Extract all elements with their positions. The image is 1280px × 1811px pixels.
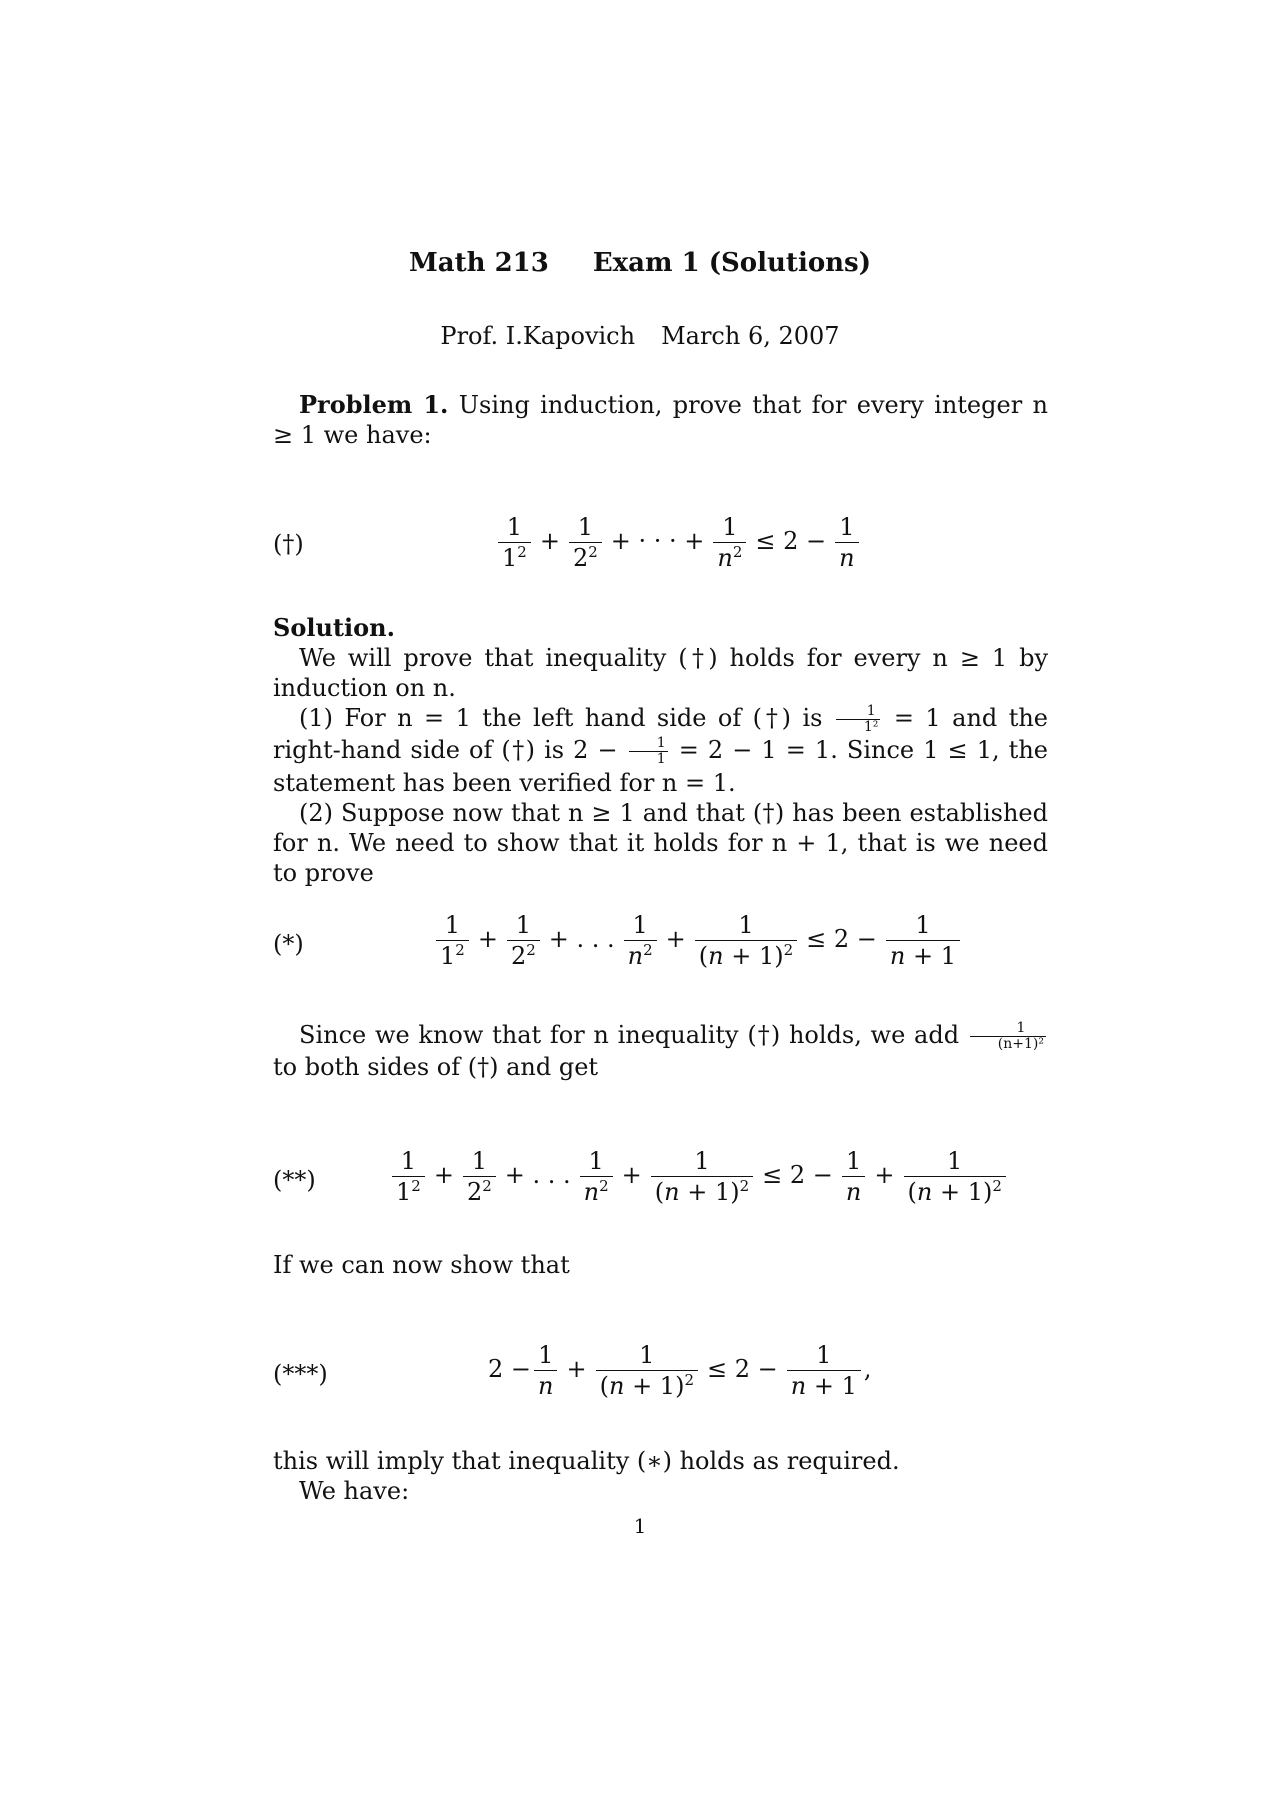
conclusion-paragraph bbox=[273, 1446, 1048, 1506]
exam-name: Exam 1 (Solutions) bbox=[592, 248, 872, 278]
equation-label-star: (*) bbox=[273, 930, 304, 958]
equation-triple-star: 2 − $\frac{1}{n}$ + $\frac{1}{(n + 1)^2}$ ≤ 2 − $\frac{1}{n + 1}$ , bbox=[488, 1341, 872, 1400]
course-name: Math 213 bbox=[408, 248, 549, 278]
solution-intro: We will prove that inequality (†) holds for every n ≥ 1 by induction on n. bbox=[273, 644, 1048, 702]
we-have-text: We have: bbox=[299, 1477, 410, 1505]
solution-step-1: (1) For n = 1 the left hand side of (†) is $\frac{1}{\text{1²}}$ = 1 and the right-hand side of (†) is 2 − $\frac{1}{1}$ = 2 − 1 = 1. Since 1 ≤ 1, the statement has been verified for n = 1. bbox=[273, 702, 1049, 797]
solution-text bbox=[273, 613, 1048, 888]
equation-label-triple-star: (***) bbox=[273, 1360, 328, 1388]
document-title bbox=[0, 248, 1280, 278]
equation-star: $\frac{1}{1^2}$ + $\frac{1}{2^2}$ + . . . $\frac{1}{n^2}$ + $\frac{1}{(n + 1)^2}$ ≤ 2 − $\frac{1}{n + 1}$ bbox=[433, 910, 963, 971]
if-show-text: If we can now show that bbox=[273, 1251, 570, 1279]
exam-date: March 6, 2007 bbox=[661, 322, 840, 350]
since-part-a: Since we know that for n inequality (†) holds, we add bbox=[299, 1021, 960, 1049]
author-line bbox=[0, 322, 1280, 350]
if-show-paragraph bbox=[273, 1250, 1048, 1280]
since-part-b: to both sides of (†) and get bbox=[273, 1053, 599, 1082]
solution-heading: Solution. bbox=[273, 613, 395, 642]
problem-statement bbox=[273, 390, 1048, 450]
step1-part-b: = 1 and the right-hand side of (†) is 2 − bbox=[273, 704, 1049, 765]
step1-part-c: = 2 − 1 = 1. Since 1 ≤ 1, the statement has been verified for n = 1. bbox=[273, 736, 1048, 797]
imply-text: this will imply that inequality (∗) holds as required. bbox=[273, 1447, 900, 1475]
equation-double-star: $\frac{1}{1^2}$ + $\frac{1}{2^2}$ + . . . $\frac{1}{n^2}$ + $\frac{1}{(n + 1)^2}$ ≤ 2 − $\frac{1}{n}$ + $\frac{1}{(n + 1)^2}$ bbox=[389, 1146, 1009, 1207]
equation-label-dagger: (†) bbox=[273, 530, 304, 558]
equation-label-double-star: (**) bbox=[273, 1166, 316, 1194]
professor-name: Prof. I.Kapovich bbox=[440, 322, 636, 350]
problem-text: Using induction, prove that for every integer n ≥ 1 we have: bbox=[273, 391, 1048, 449]
since-paragraph: Since we know that for n inequality (†) holds, we add $\frac{1}{\text{(n+1)²}}$ to both sides of (†) and get bbox=[273, 1019, 1044, 1082]
step1-part-a: (1) For n = 1 the left hand side of (†) is bbox=[299, 704, 823, 732]
solution-step-2: (2) Suppose now that n ≥ 1 and that (†) has been established for n. We need to show that it holds for n + 1, that is we need to prove bbox=[273, 798, 1048, 887]
page-number: 1 bbox=[633, 1514, 647, 1538]
equation-dagger: $\frac{1}{1^2}$ + $\frac{1}{2^2}$ + · · · + $\frac{1}{n^2}$ ≤ 2 − $\frac{1}{n}$ bbox=[495, 512, 862, 573]
problem-label: Problem 1. bbox=[299, 390, 449, 419]
